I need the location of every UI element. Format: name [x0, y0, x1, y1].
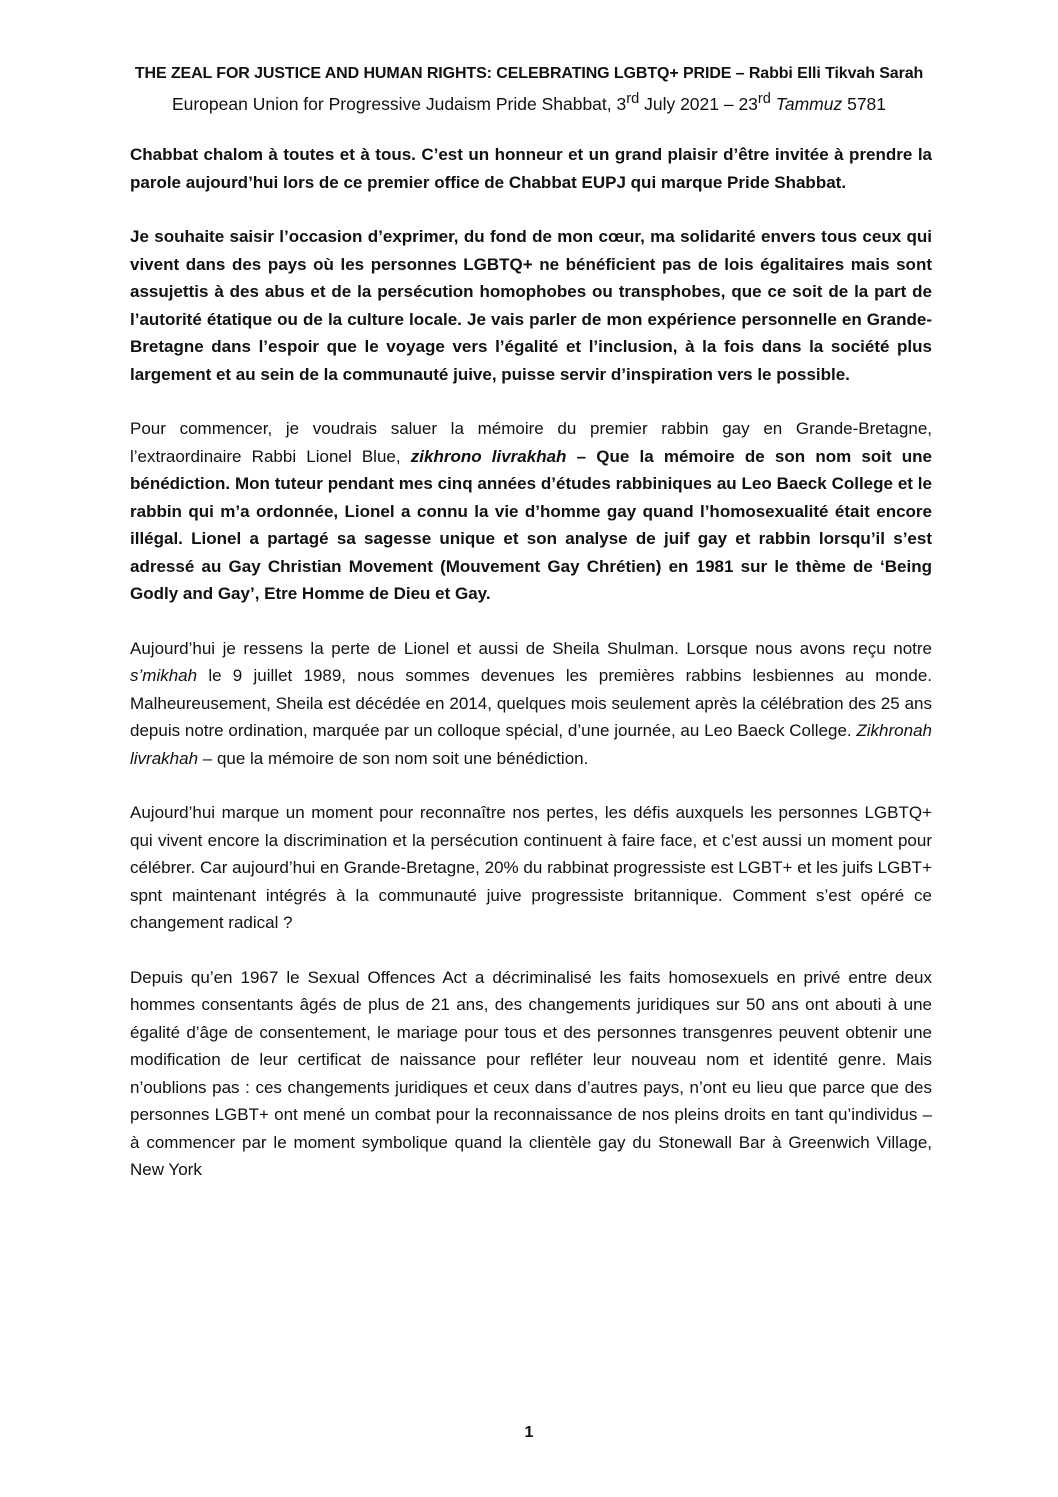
ordinal-suffix: rd [626, 91, 640, 107]
paragraph-text: – que la mémoire de son nom soit une bénédiction. [198, 748, 589, 768]
paragraph-text: Pour commencer, je voudrais saluer la mémoire du premier rabbin gay en Grande-Bretagne, l’extraordinaire Rabbi Lionel Blue, [130, 419, 932, 466]
paragraph-1: Chabbat chalom à toutes et à tous. C’est un honneur et un grand plaisir d’être invitée à prendre la parole aujourd’hui lors de ce premier office de Chabbat EUPJ qui marque Pride Shabbat. [130, 145, 932, 192]
document-body [130, 141, 932, 1184]
document-title: THE ZEAL FOR JUSTICE AND HUMAN RIGHTS: CELEBRATING LGBTQ+ PRIDE – Rabbi Elli Tikvah Sarah [134, 65, 924, 82]
hebrew-phrase: Zikhronah livrakhah [130, 721, 932, 768]
hebrew-month: Tammuz [775, 93, 843, 114]
hebrew-term: s’mikhah [130, 666, 198, 685]
paragraph-6: Depuis qu’en 1967 le Sexual Offences Act a décriminalisé les faits homosexuels en privé entre deux hommes consentants âgés de plus de 21 ans, des changements juridiques sur 50 ans ont abouti à une égalité d’âge de consentement, le mariage pour tous et des personnes transgenres peuvent obtenir une modification de leur certificat de naissance pour refléter leur nouveau nom et identité genre. Mais n’oublions pas : ces changements juridiques et ceux dans d’autres pays, n’ont eu lieu que parce que des personnes LGBT+ ont mené un combat pour la reconnaissance de nos pleins droits en tant qu’individus – à commencer par le moment symbolique quand la clientèle gay du Stonewall Bar à Greenwich Village, New York [130, 967, 932, 1179]
document-subtitle [100, 86, 958, 117]
ordinal-suffix: rd [757, 91, 771, 107]
subtitle-text: European Union for Progressive Judaism Pride Shabbat, 3 [171, 93, 627, 114]
document-header [100, 62, 958, 117]
paragraph-text: Aujourd’hui je ressens la perte de Lionel et aussi de Sheila Shulman. Lorsque nous avons reçu notre [130, 638, 932, 658]
paragraph-5: Aujourd’hui marque un moment pour reconnaître nos pertes, les défis auxquels les personnes LGBTQ+ qui vivent encore la discrimination et la persécution continuent à faire face, et c’est aussi un moment pour célébrer. Car aujourd’hui en Grande-Bretagne, 20% du rabbinat progressiste est LGBT+ et les juifs LGBT+ spnt maintenant intégrés à la communauté juive progressiste britannique. Comment s’est opéré ce changement radical ? [130, 803, 932, 932]
page-number: 1 [524, 1424, 534, 1441]
subtitle-text: July 2021 – 23 [639, 93, 758, 114]
hebrew-phrase: zikhrono livrakhah [410, 446, 567, 466]
paragraph-3 [130, 415, 932, 608]
paragraph-text: le 9 juillet 1989, nous sommes devenues les premières rabbins lesbiennes au monde. Malheureusement, Sheila est décédée en 2014, quelques mois seulement après la célébration des 25 ans depuis notre ordination, marquée par un colloque spécial, d’une journée, au Leo Baeck College. [130, 666, 932, 740]
hebrew-year: 5781 [842, 93, 887, 114]
paragraph-2: Je souhaite saisir l’occasion d’exprimer, du fond de mon cœur, ma solidarité envers tous ceux qui vivent dans des pays où les personnes LGBTQ+ ne bénéficient pas de lois égalitaires mais sont assujettis à des abus et de la persécution homophobes ou transphobes, que ce soit de la part de l’autorité étatique ou de la culture locale. Je vais parler de mon expérience personnelle en Grande-Bretagne dans l’espoir que le voyage vers l’égalité et l’inclusion, à la fois dans la société plus largement et au sein de la communauté juive, puisse servir d’inspiration vers le possible. [130, 227, 932, 384]
paragraph-4 [130, 635, 932, 773]
paragraph-text: – Que la mémoire de son nom soit une bénédiction. Mon tuteur pendant mes cinq années d’études rabbiniques au Leo Baeck College et le rabbin qui m’a ordonnée, Lionel a connu la vie d’homme gay quand l’homosexualité était encore illégal. Lionel a partagé sa sagesse unique et son analyse de juif gay et rabbin lorsqu’il s’est adressé au Gay Christian Movement (Mouvement Gay Chrétien) en 1981 sur le thème de ‘Being Godly and Gay’, Etre Homme de Dieu et Gay. [130, 446, 933, 603]
